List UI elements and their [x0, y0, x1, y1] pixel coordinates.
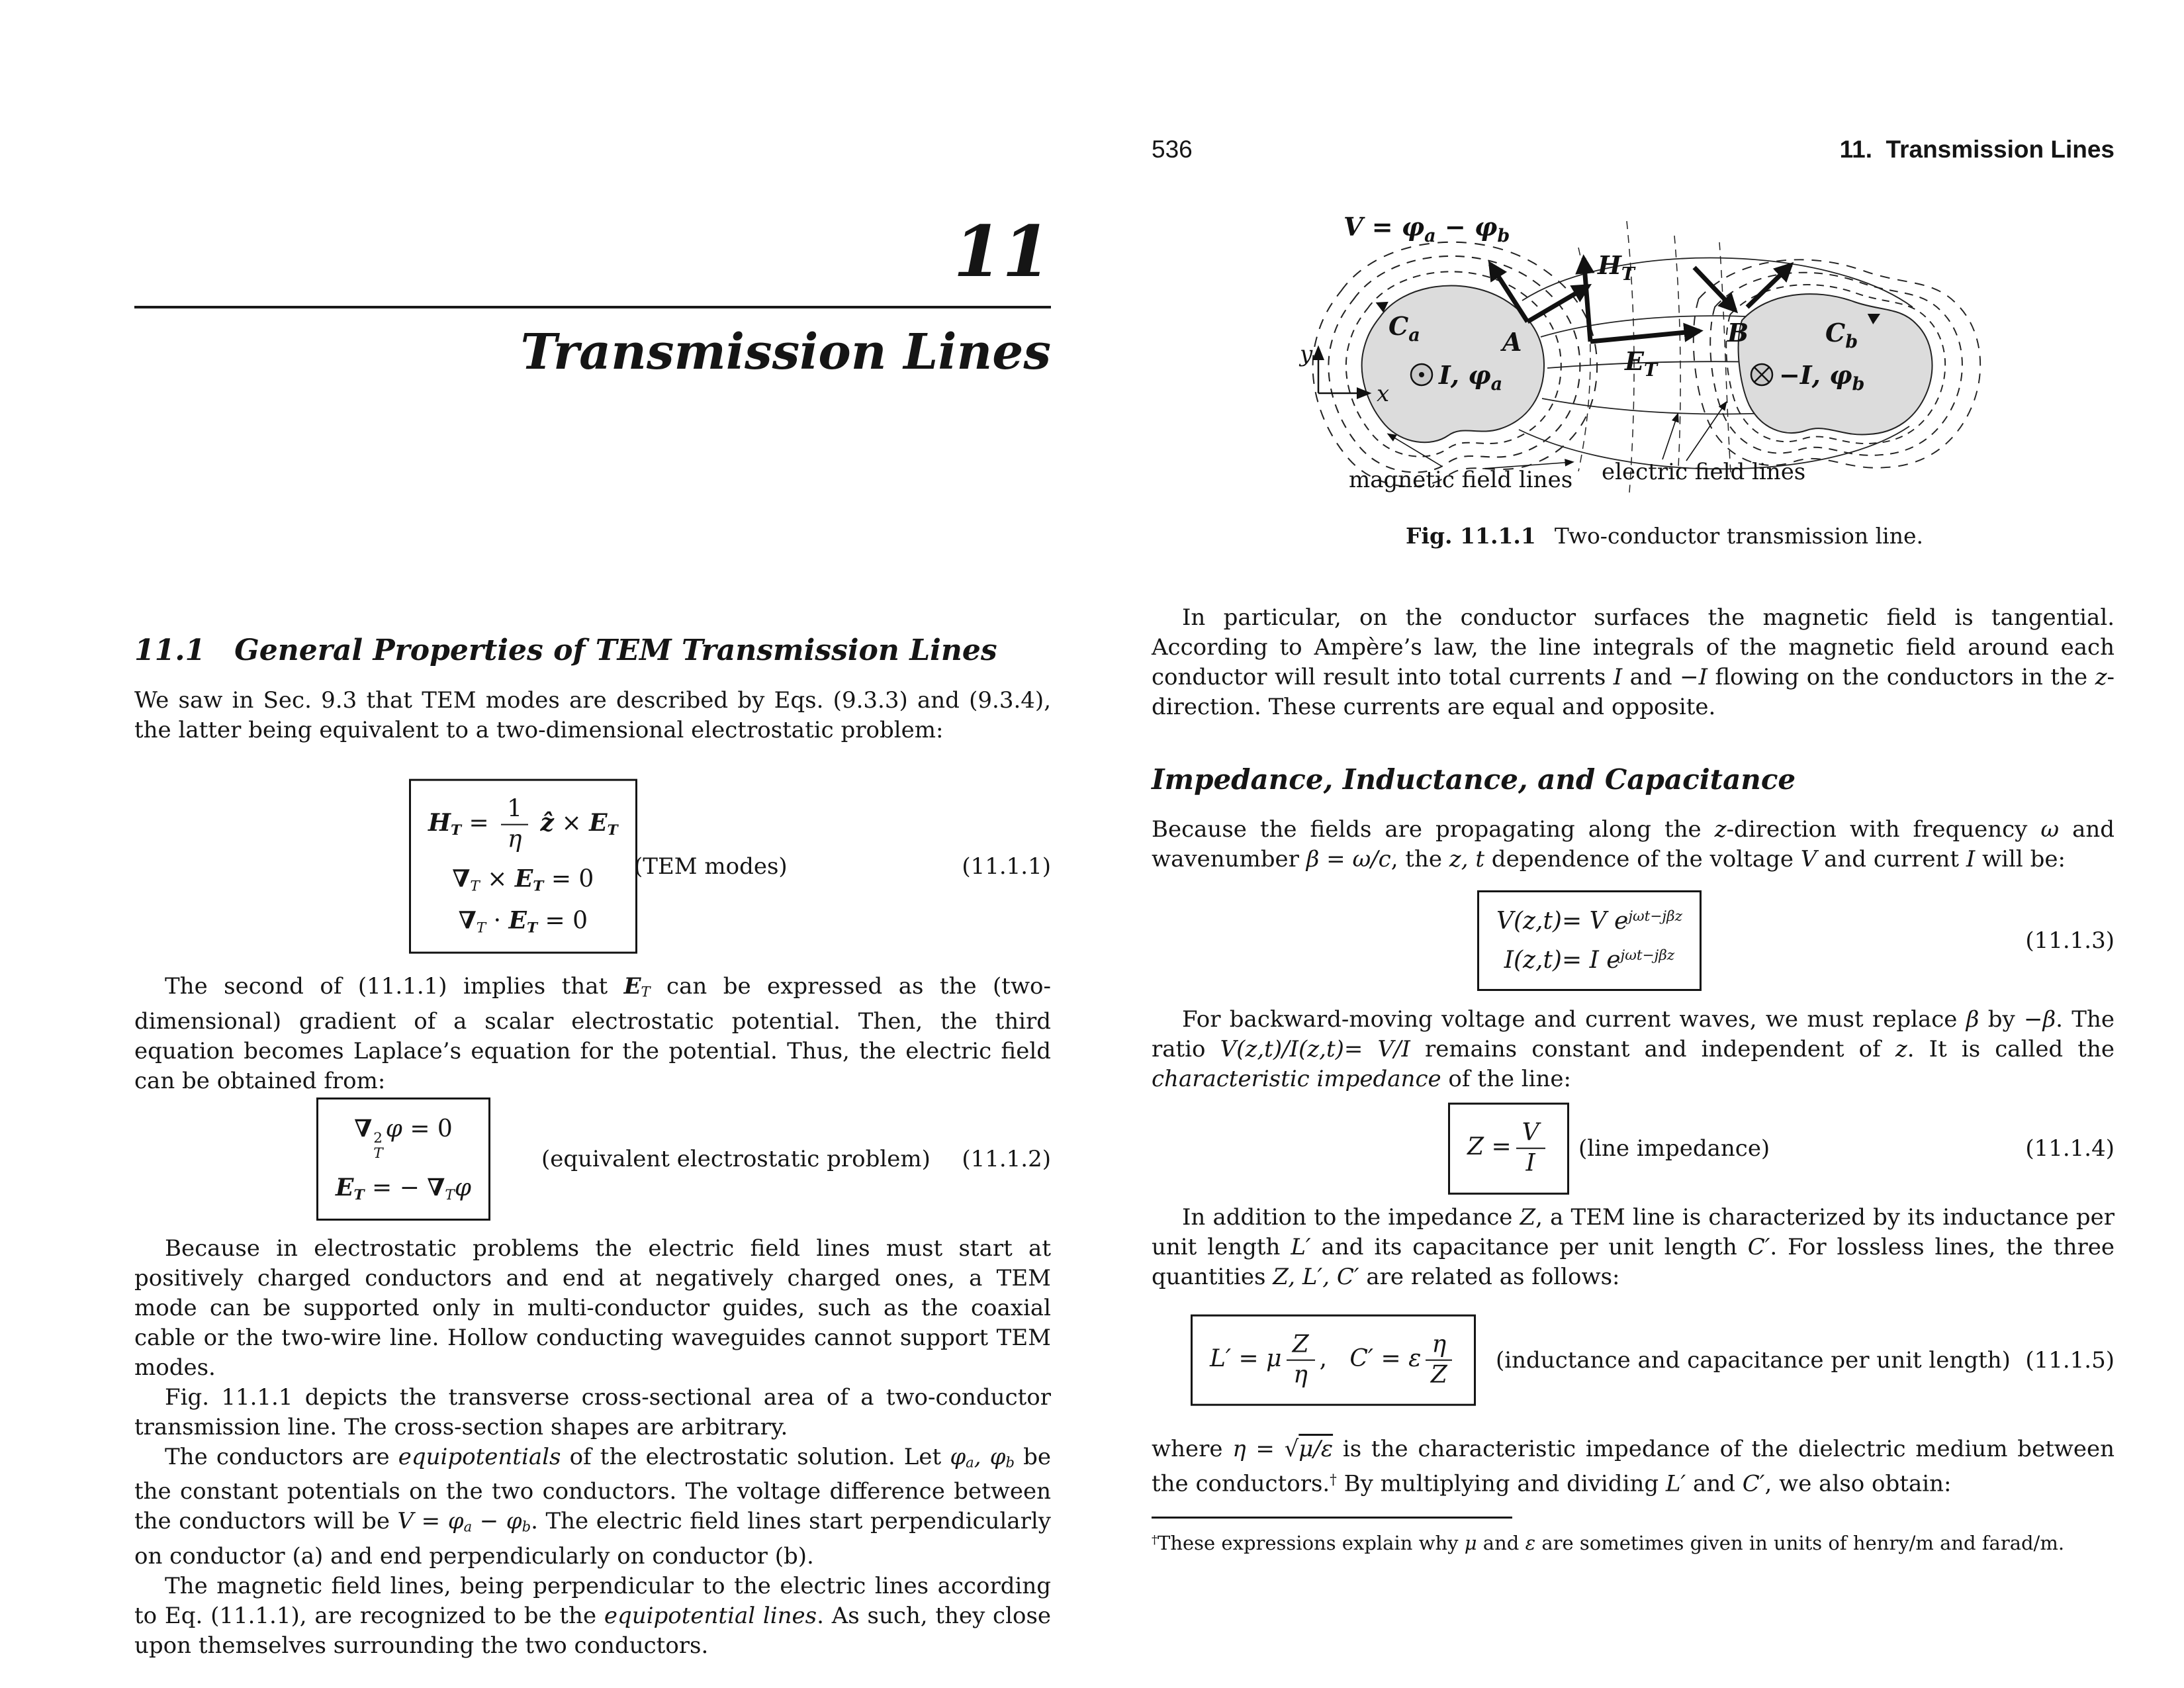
paragraph: In particular, on the conductor surfaces the magnetic field is tangential. According to Ampère’s law, the line integrals of the magnetic field around each conductor will result into total currents I and −I flowing on the conductors in the z-direction. These currents are equal and opposite. — [1152, 604, 2115, 720]
paragraph: Because the fields are propagating along the z-direction with frequency ω and wavenumber β = ω/c, the z, t dependence of the voltage V and current I will be: — [1152, 816, 2115, 872]
equation-11-1-3 — [1152, 891, 2115, 990]
paragraph: We saw in Sec. 9.3 that TEM modes are described by Eqs. (9.3.3) and (9.3.4), the latter being equivalent to a two-dimensional electrostatic problem: — [134, 687, 1051, 743]
ht-label: $H_T$ — [1598, 250, 1635, 285]
current-out-symbol — [1411, 364, 1432, 385]
page-left — [134, 210, 1052, 1661]
ca-label: $C_a$ — [1388, 311, 1420, 346]
equation-11-1-4 — [1152, 1109, 2115, 1188]
figure-caption-tag: Fig. 11.1.1 — [1406, 523, 1536, 549]
section-title: General Properties of TEM Transmission Lines — [234, 633, 997, 667]
point-a-label: A — [1502, 327, 1522, 357]
footnote: †These expressions explain why μ and ε are sometimes given in units of henry/m and farad/m. — [1152, 1531, 2065, 1554]
page-number: 536 — [1152, 136, 1193, 163]
equation-number: (11.1.4) — [2025, 1135, 2115, 1162]
chapter-number: 11 — [953, 210, 1051, 293]
magnetic-field-lines-label: magnetic field lines — [1349, 467, 1573, 493]
et-label: $E_T$ — [1625, 346, 1658, 381]
paragraph: For backward-moving voltage and current waves, we must replace β by −β. The ratio V(z,t)/I(z,t)= V/I remains constant and independent of z. It is called the characteristic impedance of the line: — [1152, 1006, 2115, 1092]
point-b-label: B — [1727, 318, 1749, 348]
paragraph: The conductors are equipotentials of the electrostatic solution. Let φa, φb be the constant potentials on the two conductors. The voltage difference between the conductors will be V = φa − φb. The electric field lines start perpendicularly on conductor (a) and end perpendicularly on conductor (b). — [134, 1443, 1051, 1570]
chapter-rule — [134, 306, 1051, 308]
equation-box: L′ = μ $\frac{Z}{\eta}$ , C′ = ε $\frac{\eta}{Z}$ — [1191, 1314, 1476, 1406]
paragraph: where η = √μ/ε is the characteristic impedance of the dielectric medium between the conductors.† By multiplying and dividing L′ and C′, we also obtain: — [1152, 1436, 2115, 1497]
equation-number: (11.1.5) — [2025, 1346, 2115, 1374]
equation-11-1-5 — [1152, 1322, 2115, 1398]
running-header — [1152, 136, 2115, 164]
coordinate-axes — [1318, 348, 1369, 393]
running-chapter-title: 11. Transmission Lines — [1839, 136, 2115, 163]
paragraph: In addition to the impedance Z, a TEM line is characterized by its inductance per unit length L′ and its capacitance per unit length C′. For lossless lines, the three quantities Z, L′, C′ are related as follows: — [1152, 1204, 2115, 1290]
figure-caption — [1244, 523, 2085, 549]
equation-box: HT = $\frac{1}{\eta}$ ẑ × ET ∇T × ET = 0 ∇T · ET = 0 — [409, 778, 637, 954]
current-b-label: −I, $\varphi_b$ — [1779, 360, 1865, 395]
equation-11-1-1 — [134, 775, 1051, 957]
current-in-symbol — [1751, 364, 1772, 385]
equation-box: ∇ 2 T φ = 0 ET = − ∇Tφ — [316, 1098, 490, 1221]
paragraph: Fig. 11.1.1 depicts the transverse cross-sectional area of a two-conductor transmission line. The cross-section shapes are arbitrary. — [134, 1383, 1051, 1440]
equation-label: (inductance and capacitance per unit length) — [1496, 1346, 2011, 1374]
footnote-rule — [1152, 1517, 1512, 1519]
equation-number: (11.1.1) — [962, 853, 1051, 880]
equation-label: (TEM modes) — [634, 853, 788, 880]
section-number: 11.1 — [134, 633, 206, 667]
ht-arrow — [1584, 258, 1590, 342]
cb-label: $C_b$ — [1825, 318, 1858, 352]
equation-number: (11.1.3) — [2025, 927, 2115, 954]
equation-label: (equivalent electrostatic problem) — [541, 1145, 931, 1172]
equation-number: (11.1.2) — [962, 1145, 1051, 1172]
voltage-label: $V = \varphi_a - \varphi_b$ — [1343, 212, 1510, 246]
paragraph: The second of (11.1.1) implies that ET can be expressed as the (two-dimensional) gradient of a scalar electrostatic potential. Then, the third equation becomes Laplace’s equation for the potential. Thus, the electric field can be obtained from: — [134, 973, 1052, 1094]
arrow-at-a-up-right — [1527, 286, 1588, 322]
equation-box: Z = $\frac{V}{I}$ — [1448, 1103, 1569, 1195]
chapter-title: Transmission Lines — [520, 324, 1051, 381]
subsection-heading: Impedance, Inductance, and Capacitance — [1152, 763, 1796, 796]
figure-caption-text: Two-conductor transmission line. — [1554, 523, 1923, 549]
figure-11-1-1 — [1244, 201, 2085, 549]
paragraph: The magnetic field lines, being perpendicular to the electric lines according to Eq. (11.1.1), are recognized to be the equipotential lines. As such, they close upon themselves surrounding the two conductors. — [134, 1572, 1052, 1659]
y-axis-label: y — [1300, 341, 1313, 367]
current-a-label: I, $\varphi_a$ — [1439, 360, 1503, 395]
section-heading — [134, 634, 1051, 667]
paragraph: Because in electrostatic problems the electric field lines must start at positively charged conductors and end at negatively charged ones, a TEM mode can be supported only in multi-conductor guides, such as the coaxial cable or the two-wire line. Hollow conducting waveguides cannot support TEM modes. — [134, 1235, 1051, 1381]
equation-label: (line impedance) — [1578, 1135, 1770, 1162]
arrow-into-b — [1694, 267, 1735, 310]
equation-11-1-2 — [134, 1106, 1051, 1212]
equation-box: V(z,t)= V $e^{j\omega t-j\beta z}$ I(z,t)= I $e^{j\omega t-j\beta z}$ — [1477, 890, 1702, 991]
two-conductor-figure — [1244, 201, 2085, 512]
x-axis-label: x — [1377, 381, 1390, 407]
et-arrow — [1590, 331, 1700, 342]
electric-field-lines-label: electric field lines — [1602, 459, 1806, 485]
page-right — [1152, 136, 2115, 1556]
